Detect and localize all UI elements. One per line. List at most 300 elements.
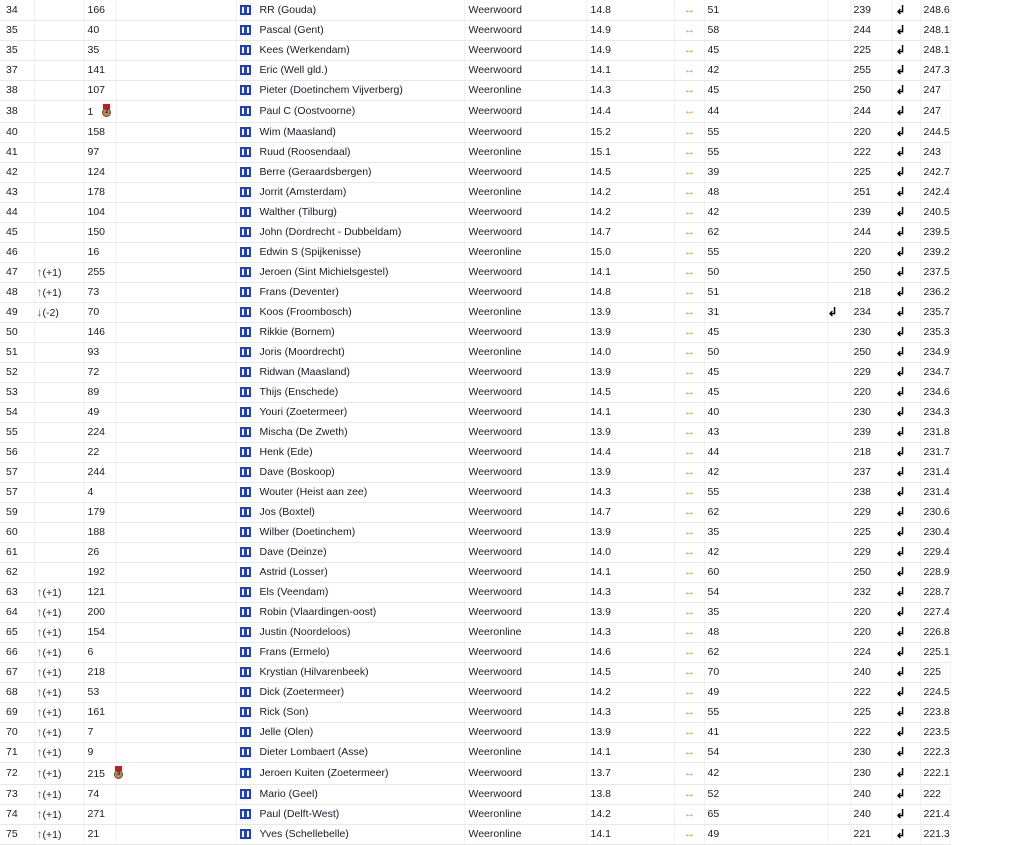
forecast-method: Weeronline bbox=[468, 808, 522, 820]
table-row bbox=[0, 342, 950, 362]
rank: 57 bbox=[6, 486, 18, 498]
flag-icon bbox=[240, 187, 251, 197]
speed-value: 14.0 bbox=[590, 346, 611, 358]
participant-number: 73 bbox=[87, 286, 100, 298]
participant-name: Youri (Zoetermeer) bbox=[259, 406, 348, 418]
wind-value: 44 bbox=[707, 446, 720, 458]
return-cell bbox=[891, 762, 920, 784]
wind-cell bbox=[704, 462, 827, 482]
name-cell bbox=[236, 722, 464, 742]
total-cell bbox=[920, 702, 950, 722]
wind-cell bbox=[704, 442, 827, 462]
total-value: 239.5 bbox=[923, 226, 950, 238]
participant-name: Ridwan (Maasland) bbox=[259, 366, 350, 378]
score-value: 250 bbox=[853, 84, 872, 96]
rank: 38 bbox=[6, 105, 18, 117]
horizontal-arrows-icon: ↔ bbox=[684, 206, 694, 218]
speed-value: 14.0 bbox=[590, 546, 611, 558]
name-cell bbox=[236, 622, 464, 642]
horizontal-arrows-icon: ↔ bbox=[684, 406, 694, 418]
wind-value: 70 bbox=[707, 666, 720, 678]
extra-cell bbox=[827, 222, 850, 242]
participant-name: Paul (Delft-West) bbox=[259, 808, 340, 820]
wind-cell bbox=[704, 122, 827, 142]
score-value: 218 bbox=[853, 286, 872, 298]
participant-name: Astrid (Losser) bbox=[259, 566, 328, 578]
participant-number: 166 bbox=[87, 3, 106, 16]
table-row bbox=[0, 322, 950, 342]
return-cell bbox=[891, 462, 920, 482]
return-arrow-icon: ↲ bbox=[895, 125, 906, 139]
wind-cell bbox=[704, 100, 827, 122]
return-cell bbox=[891, 502, 920, 522]
rank-cell bbox=[0, 602, 34, 622]
participant-number: 35 bbox=[87, 44, 100, 56]
speed-value: 13.8 bbox=[590, 788, 611, 800]
score-cell bbox=[850, 222, 891, 242]
table-row bbox=[0, 422, 950, 442]
extra-cell bbox=[827, 762, 850, 784]
horizontal-arrows-icon: ↔ bbox=[684, 126, 694, 138]
wind-cell bbox=[704, 824, 827, 844]
participant-name: John (Dordrecht - Dubbeldam) bbox=[259, 226, 402, 238]
return-cell bbox=[891, 482, 920, 502]
total-cell bbox=[920, 342, 950, 362]
total-cell bbox=[920, 742, 950, 762]
participant-name: Walther (Tilburg) bbox=[259, 206, 337, 218]
speed-cell bbox=[586, 682, 674, 702]
score-value: 229 bbox=[853, 546, 872, 558]
speed-value: 15.2 bbox=[590, 126, 611, 138]
participant-name: Kees (Werkendam) bbox=[259, 44, 350, 56]
score-value: 225 bbox=[853, 526, 872, 538]
rank-cell bbox=[0, 622, 34, 642]
rank-change-cell bbox=[34, 362, 84, 382]
forecast-method: Weerwoord bbox=[468, 446, 522, 458]
total-cell bbox=[920, 40, 950, 60]
direction-cell bbox=[674, 162, 704, 182]
rank-change-cell bbox=[34, 242, 84, 262]
name-cell bbox=[236, 642, 464, 662]
score-cell bbox=[850, 722, 891, 742]
direction-cell bbox=[674, 682, 704, 702]
return-arrow-icon: ↲ bbox=[895, 265, 906, 279]
return-arrow-icon: ↲ bbox=[895, 766, 906, 780]
rank-change: (+1) bbox=[42, 789, 62, 801]
return-arrow-icon: ↲ bbox=[895, 445, 906, 459]
rank-change: (+1) bbox=[42, 587, 62, 599]
number-cell bbox=[84, 262, 116, 282]
score-cell bbox=[850, 784, 891, 804]
rank: 69 bbox=[6, 706, 18, 718]
return-cell bbox=[891, 20, 920, 40]
participant-number: 70 bbox=[87, 306, 100, 318]
wind-cell bbox=[704, 422, 827, 442]
number-cell bbox=[84, 242, 116, 262]
rank: 75 bbox=[6, 828, 18, 840]
wind-value: 49 bbox=[707, 686, 720, 698]
wind-cell bbox=[704, 662, 827, 682]
return-cell bbox=[891, 362, 920, 382]
total-cell bbox=[920, 182, 950, 202]
score-cell bbox=[850, 542, 891, 562]
spacer-cell bbox=[116, 162, 236, 182]
wind-cell bbox=[704, 502, 827, 522]
number-cell bbox=[84, 182, 116, 202]
method-cell bbox=[464, 342, 586, 362]
speed-cell bbox=[586, 622, 674, 642]
participant-number: 218 bbox=[87, 666, 106, 678]
up-arrow-icon: ↑ bbox=[36, 827, 43, 841]
direction-cell bbox=[674, 100, 704, 122]
name-cell bbox=[236, 824, 464, 844]
forecast-method: Weeronline bbox=[468, 246, 522, 258]
up-arrow-icon: ↑ bbox=[36, 665, 43, 679]
participant-number: 244 bbox=[87, 466, 106, 478]
participant-name: Paul C (Oostvoorne) bbox=[259, 105, 356, 117]
return-arrow-icon: ↲ bbox=[895, 745, 906, 759]
table-row bbox=[0, 282, 950, 302]
table-row bbox=[0, 122, 950, 142]
speed-cell bbox=[586, 40, 674, 60]
extra-cell bbox=[827, 582, 850, 602]
wind-value: 55 bbox=[707, 246, 720, 258]
rank-cell bbox=[0, 20, 34, 40]
participant-number: 21 bbox=[87, 828, 100, 840]
method-cell bbox=[464, 602, 586, 622]
rank-cell bbox=[0, 80, 34, 100]
method-cell bbox=[464, 824, 586, 844]
forecast-method: Weerwoord bbox=[468, 105, 522, 117]
wind-value: 45 bbox=[707, 366, 720, 378]
return-cell bbox=[891, 382, 920, 402]
rank-change-cell bbox=[34, 824, 84, 844]
spacer-cell bbox=[116, 242, 236, 262]
flag-icon bbox=[240, 467, 251, 477]
table-row bbox=[0, 382, 950, 402]
up-arrow-icon: ↑ bbox=[36, 625, 43, 639]
up-arrow-icon: ↑ bbox=[36, 645, 43, 659]
score-value: 232 bbox=[853, 586, 872, 598]
rank-cell bbox=[0, 222, 34, 242]
score-cell bbox=[850, 40, 891, 60]
spacer-cell bbox=[116, 482, 236, 502]
participant-name: Dieter Lombaert (Asse) bbox=[259, 746, 369, 758]
horizontal-arrows-icon: ↔ bbox=[684, 286, 694, 298]
forecast-method: Weerwoord bbox=[468, 286, 522, 298]
total-value: 228.9 bbox=[923, 566, 950, 578]
method-cell bbox=[464, 222, 586, 242]
table-row bbox=[0, 100, 950, 122]
method-cell bbox=[464, 0, 586, 20]
table-row bbox=[0, 262, 950, 282]
wind-cell bbox=[704, 202, 827, 222]
extra-cell bbox=[827, 442, 850, 462]
score-value: 239 bbox=[853, 206, 872, 218]
forecast-method: Weerwoord bbox=[468, 44, 522, 56]
horizontal-arrows-icon: ↔ bbox=[684, 44, 694, 56]
wind-value: 35 bbox=[707, 526, 720, 538]
name-cell bbox=[236, 522, 464, 542]
speed-cell bbox=[586, 122, 674, 142]
rank-cell bbox=[0, 804, 34, 824]
number-cell bbox=[84, 20, 116, 40]
direction-cell bbox=[674, 622, 704, 642]
return-cell bbox=[891, 784, 920, 804]
spacer-cell bbox=[116, 622, 236, 642]
forecast-method: Weerwoord bbox=[468, 686, 522, 698]
method-cell bbox=[464, 722, 586, 742]
rank: 35 bbox=[6, 44, 18, 56]
wind-cell bbox=[704, 322, 827, 342]
wind-value: 55 bbox=[707, 126, 720, 138]
total-value: 247 bbox=[923, 84, 942, 96]
rank: 65 bbox=[6, 626, 18, 638]
rank-change-cell bbox=[34, 702, 84, 722]
flag-icon bbox=[240, 267, 251, 277]
horizontal-arrows-icon: ↔ bbox=[684, 646, 694, 658]
forecast-method: Weerwoord bbox=[468, 166, 522, 178]
rank-change-cell bbox=[34, 722, 84, 742]
speed-cell bbox=[586, 100, 674, 122]
spacer-cell bbox=[116, 502, 236, 522]
forecast-method: Weerwoord bbox=[468, 326, 522, 338]
rank-change-cell bbox=[34, 562, 84, 582]
rank: 54 bbox=[6, 406, 18, 418]
spacer-cell bbox=[116, 222, 236, 242]
speed-value: 14.1 bbox=[590, 828, 611, 840]
total-cell bbox=[920, 302, 950, 322]
wind-value: 35 bbox=[707, 606, 720, 618]
horizontal-arrows-icon: ↔ bbox=[684, 64, 694, 76]
rank-change-cell bbox=[34, 182, 84, 202]
method-cell bbox=[464, 642, 586, 662]
score-value: 230 bbox=[853, 746, 872, 758]
participant-number: 179 bbox=[87, 506, 106, 518]
wind-value: 48 bbox=[707, 186, 720, 198]
speed-cell bbox=[586, 162, 674, 182]
direction-cell bbox=[674, 122, 704, 142]
direction-cell bbox=[674, 322, 704, 342]
wind-value: 40 bbox=[707, 406, 720, 418]
score-value: 224 bbox=[853, 646, 872, 658]
wind-value: 31 bbox=[707, 306, 720, 318]
wind-cell bbox=[704, 482, 827, 502]
method-cell bbox=[464, 382, 586, 402]
forecast-method: Weerwoord bbox=[468, 566, 522, 578]
participant-number: 178 bbox=[87, 186, 106, 198]
extra-cell bbox=[827, 40, 850, 60]
extra-cell bbox=[827, 122, 850, 142]
table-row bbox=[0, 40, 950, 60]
score-cell bbox=[850, 502, 891, 522]
method-cell bbox=[464, 60, 586, 80]
rank: 44 bbox=[6, 206, 18, 218]
table-row bbox=[0, 402, 950, 422]
total-value: 227.4 bbox=[923, 606, 950, 618]
direction-cell bbox=[674, 762, 704, 784]
spacer-cell bbox=[116, 722, 236, 742]
extra-cell bbox=[827, 784, 850, 804]
flag-icon bbox=[240, 85, 251, 95]
table-row bbox=[0, 182, 950, 202]
number-cell bbox=[84, 642, 116, 662]
extra-cell bbox=[827, 262, 850, 282]
return-arrow-icon: ↲ bbox=[895, 365, 906, 379]
name-cell bbox=[236, 582, 464, 602]
name-cell bbox=[236, 242, 464, 262]
total-value: 229.4 bbox=[923, 546, 950, 558]
wind-cell bbox=[704, 742, 827, 762]
spacer-cell bbox=[116, 382, 236, 402]
name-cell bbox=[236, 562, 464, 582]
spacer-cell bbox=[116, 642, 236, 662]
score-value: 222 bbox=[853, 726, 872, 738]
speed-value: 14.8 bbox=[590, 286, 611, 298]
score-value: 240 bbox=[853, 788, 872, 800]
method-cell bbox=[464, 20, 586, 40]
total-value: 223.5 bbox=[923, 726, 950, 738]
rank-change-cell bbox=[34, 642, 84, 662]
method-cell bbox=[464, 522, 586, 542]
name-cell bbox=[236, 40, 464, 60]
score-cell bbox=[850, 80, 891, 100]
total-value: 228.7 bbox=[923, 586, 950, 598]
wind-cell bbox=[704, 142, 827, 162]
participant-number: 271 bbox=[87, 808, 106, 820]
participant-name: Jos (Boxtel) bbox=[259, 506, 315, 518]
extra-cell bbox=[827, 80, 850, 100]
direction-cell bbox=[674, 462, 704, 482]
speed-cell bbox=[586, 662, 674, 682]
rank-change-cell bbox=[34, 804, 84, 824]
spacer-cell bbox=[116, 682, 236, 702]
rank-change: (+1) bbox=[42, 287, 62, 299]
rank-change-cell bbox=[34, 582, 84, 602]
score-cell bbox=[850, 202, 891, 222]
speed-value: 14.5 bbox=[590, 166, 611, 178]
number-cell bbox=[84, 282, 116, 302]
participant-name: Wim (Maasland) bbox=[259, 126, 336, 138]
direction-cell bbox=[674, 402, 704, 422]
total-cell bbox=[920, 642, 950, 662]
total-cell bbox=[920, 622, 950, 642]
participant-name: Mischa (De Zweth) bbox=[259, 426, 348, 438]
return-cell bbox=[891, 702, 920, 722]
rank: 61 bbox=[6, 546, 18, 558]
total-cell bbox=[920, 582, 950, 602]
number-cell bbox=[84, 562, 116, 582]
forecast-method: Weerwoord bbox=[468, 606, 522, 618]
method-cell bbox=[464, 562, 586, 582]
total-cell bbox=[920, 100, 950, 122]
speed-value: 14.2 bbox=[590, 186, 611, 198]
score-cell bbox=[850, 122, 891, 142]
horizontal-arrows-icon: ↔ bbox=[684, 486, 694, 498]
total-cell bbox=[920, 242, 950, 262]
wind-cell bbox=[704, 162, 827, 182]
rank-change: (+1) bbox=[42, 267, 62, 279]
score-value: 239 bbox=[853, 3, 872, 16]
table-row bbox=[0, 142, 950, 162]
rank: 71 bbox=[6, 746, 18, 758]
table-row bbox=[0, 522, 950, 542]
rank-change: (+1) bbox=[42, 809, 62, 821]
speed-cell bbox=[586, 382, 674, 402]
total-value: 230.4 bbox=[923, 526, 950, 538]
total-value: 242.4 bbox=[923, 186, 950, 198]
speed-value: 14.7 bbox=[590, 506, 611, 518]
up-arrow-icon: ↑ bbox=[36, 745, 43, 759]
horizontal-arrows-icon: ↔ bbox=[684, 746, 694, 758]
rank-change-cell bbox=[34, 784, 84, 804]
forecast-method: Weerwoord bbox=[468, 486, 522, 498]
participant-name: Wouter (Heist aan zee) bbox=[259, 486, 368, 498]
rank-change: (+1) bbox=[42, 647, 62, 659]
horizontal-arrows-icon: ↔ bbox=[684, 626, 694, 638]
wind-value: 44 bbox=[707, 105, 720, 117]
participant-number: 150 bbox=[87, 226, 106, 238]
rank-change-cell bbox=[34, 322, 84, 342]
horizontal-arrows-icon: ↔ bbox=[684, 426, 694, 438]
method-cell bbox=[464, 80, 586, 100]
number-cell bbox=[84, 522, 116, 542]
number-cell bbox=[84, 162, 116, 182]
forecast-method: Weerwoord bbox=[468, 706, 522, 718]
rank-cell bbox=[0, 182, 34, 202]
participant-number: 200 bbox=[87, 606, 106, 618]
rank-change-cell bbox=[34, 222, 84, 242]
participant-number: 49 bbox=[87, 406, 100, 418]
flag-icon bbox=[240, 567, 251, 577]
table-row bbox=[0, 682, 950, 702]
forecast-method: Weerwoord bbox=[468, 366, 522, 378]
extra-cell bbox=[827, 242, 850, 262]
number-cell bbox=[84, 602, 116, 622]
up-arrow-icon: ↑ bbox=[36, 766, 43, 780]
name-cell bbox=[236, 162, 464, 182]
score-value: 225 bbox=[853, 706, 872, 718]
participant-name: Dave (Deinze) bbox=[259, 546, 327, 558]
table-row bbox=[0, 502, 950, 522]
horizontal-arrows-icon: ↔ bbox=[684, 346, 694, 358]
forecast-method: Weeronline bbox=[468, 84, 522, 96]
return-arrow-icon: ↲ bbox=[895, 345, 906, 359]
direction-cell bbox=[674, 40, 704, 60]
total-cell bbox=[920, 362, 950, 382]
direction-cell bbox=[674, 302, 704, 322]
extra-cell bbox=[827, 462, 850, 482]
participant-name: Jelle (Olen) bbox=[259, 726, 314, 738]
score-cell bbox=[850, 262, 891, 282]
direction-cell bbox=[674, 784, 704, 804]
rank-change-cell bbox=[34, 100, 84, 122]
spacer-cell bbox=[116, 322, 236, 342]
total-value: 237.5 bbox=[923, 266, 950, 278]
total-cell bbox=[920, 662, 950, 682]
spacer-cell bbox=[116, 542, 236, 562]
method-cell bbox=[464, 482, 586, 502]
wind-cell bbox=[704, 182, 827, 202]
score-cell bbox=[850, 804, 891, 824]
method-cell bbox=[464, 622, 586, 642]
rank-cell bbox=[0, 722, 34, 742]
score-value: 230 bbox=[853, 326, 872, 338]
horizontal-arrows-icon: ↔ bbox=[684, 706, 694, 718]
forecast-method: Weeronline bbox=[468, 828, 522, 840]
speed-cell bbox=[586, 80, 674, 100]
method-cell bbox=[464, 162, 586, 182]
